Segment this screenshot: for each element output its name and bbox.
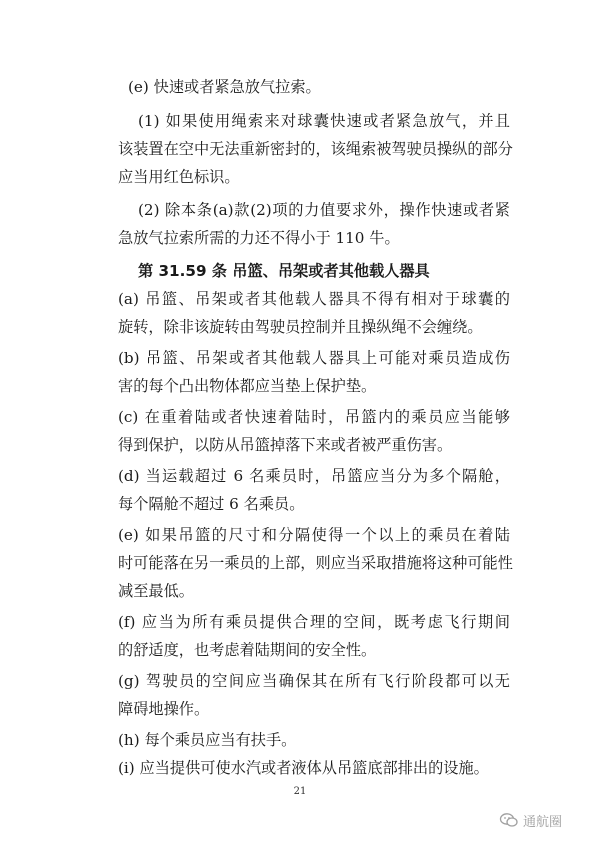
clause-i-line-1: (i) 应当提供可使水汽或者液体从吊篮底部排出的设施。 xyxy=(118,759,489,777)
clause-e-2-line-1: (2) 除本条(a)款(2)项的力值要求外，操作快速或者紧 xyxy=(138,201,510,219)
clause-e-2-line-2: 急放气拉索所需的力还不得小于 110 牛。 xyxy=(118,229,400,247)
section-heading: 第 31.59 条 吊篮、吊架或者其他载人器具 xyxy=(138,262,430,280)
watermark-text: 通航圈 xyxy=(522,814,562,830)
clause-b-line-1: (b) 吊篮、吊架或者其他载人器具上可能对乘员造成伤 xyxy=(118,349,510,367)
clause-c-line-1: (c) 在重着陆或者快速着陆时，吊篮内的乘员应当能够 xyxy=(118,408,510,426)
clause-f-line-1: (f) 应当为所有乘员提供合理的空间，既考虑飞行期间 xyxy=(118,613,510,631)
clause-e2-line-1: (e) 如果吊篮的尺寸和分隔使得一个以上的乘员在着陆 xyxy=(118,526,510,544)
clause-f-line-2: 的舒适度，也考虑着陆期间的安全性。 xyxy=(118,641,377,659)
clause-e2-line-3: 减至最低。 xyxy=(118,582,194,600)
clause-d-line-2: 每个隔舱不超过 6 名乘员。 xyxy=(118,495,305,513)
clause-e2-line-2: 时可能落在另一乘员的上部，则应当采取措施将这种可能性 xyxy=(118,554,513,572)
clause-e-1-line-2: 该装置在空中无法重新密封的，该绳索被驾驶员操纵的部分 xyxy=(118,140,513,158)
clause-g-line-1: (g) 驾驶员的空间应当确保其在所有飞行阶段都可以无 xyxy=(118,672,510,690)
clause-a-line-1: (a) 吊篮、吊架或者其他载人器具不得有相对于球囊的 xyxy=(118,290,510,308)
clause-e-heading: (e) 快速或者紧急放气拉索。 xyxy=(128,78,321,96)
page-number: 21 xyxy=(293,786,307,797)
clause-e-1-line-3: 应当用红色标识。 xyxy=(118,168,240,186)
clause-g-line-2: 障碍地操作。 xyxy=(118,700,210,718)
clause-b-line-2: 害的每个凸出物体都应当垫上保护垫。 xyxy=(118,377,377,395)
watermark xyxy=(499,810,562,830)
clause-d-line-1: (d) 当运载超过 6 名乘员时，吊篮应当分为多个隔舱， xyxy=(118,467,510,485)
clause-h-line-1: (h) 每个乘员应当有扶手。 xyxy=(118,731,297,749)
clause-a-line-2: 旋转，除非该旋转由驾驶员控制并且操纵绳不会缠绕。 xyxy=(118,318,483,336)
wechat-icon xyxy=(499,812,519,828)
clause-c-line-2: 得到保护，以防从吊篮掉落下来或者被严重伤害。 xyxy=(118,436,453,454)
clause-e-1-line-1: (1) 如果使用绳索来对球囊快速或者紧急放气，并且 xyxy=(138,112,510,130)
